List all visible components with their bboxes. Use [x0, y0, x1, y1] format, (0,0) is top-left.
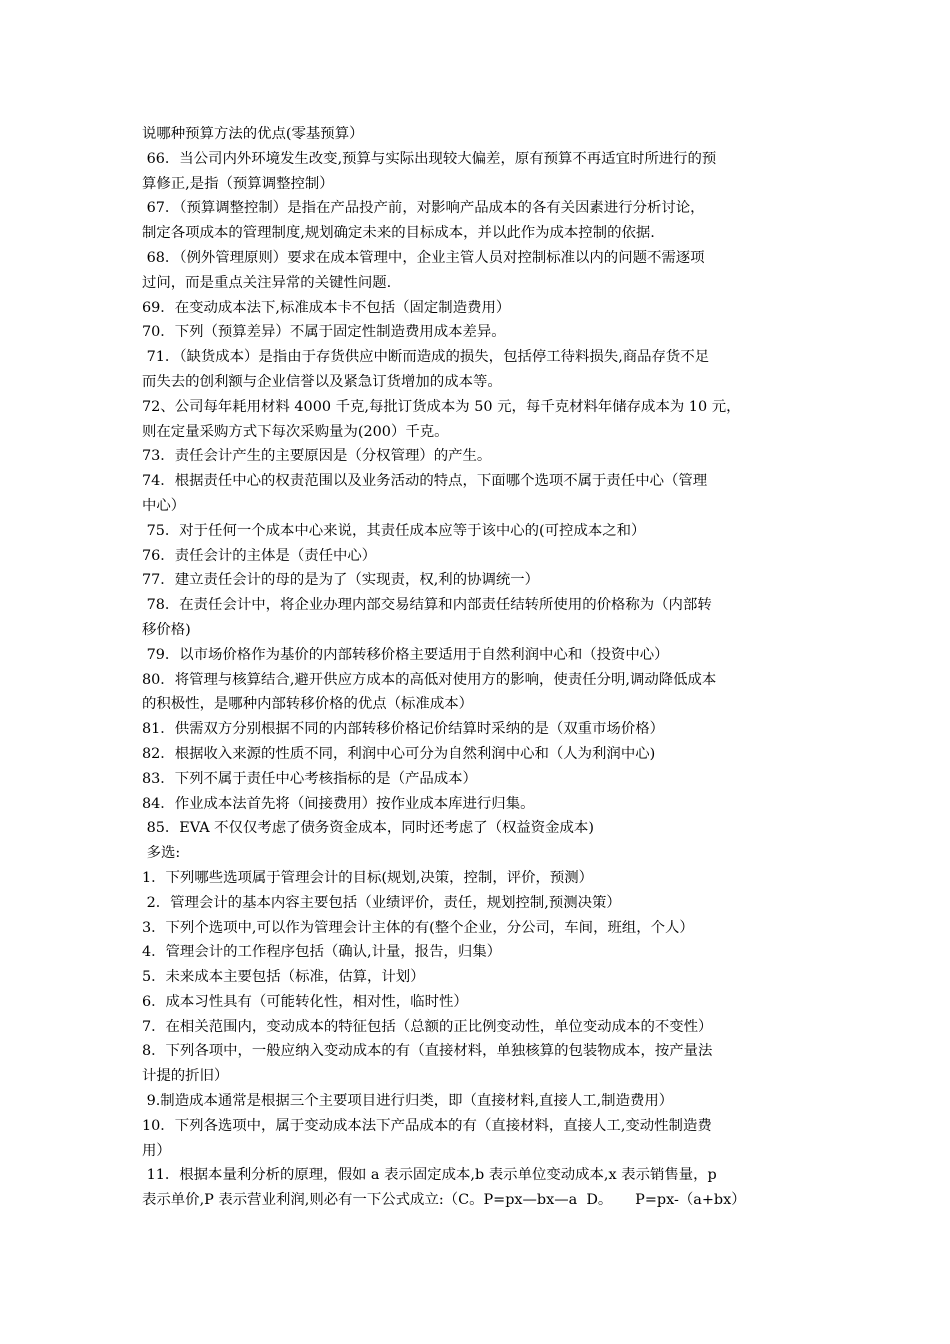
text-line: 68．（例外管理原则）要求在成本管理中，企业主管人员对控制标准以内的问题不需逐项	[142, 249, 705, 266]
text-line: 表示单价,P 表示营业利润,则必有一下公式成立:（C。P=px—bx—a D。 P=px-（a+bx）	[142, 1192, 746, 1209]
text-line: 6．成本习性具有（可能转化性，相对性，临时性）	[142, 993, 468, 1010]
text-line: 而失去的创利额与企业信誉以及紧急订货增加的成本等。	[142, 373, 502, 390]
text-line: 过问，而是重点关注异常的关键性问题.	[142, 274, 392, 291]
text-line: 71．（缺货成本）是指由于存货供应中断而造成的损失，包括停工待料损失,商品存货不足	[142, 349, 710, 366]
text-line: 84．作业成本法首先将（间接费用）按作业成本库进行归集。	[142, 795, 535, 812]
text-line: 制定各项成本的管理制度,规划确定未来的目标成本，并以此作为成本控制的依据.	[142, 225, 655, 242]
text-line: 72、公司每年耗用材料 4000 千克,每批订货成本为 50 元，每千克材料年储存成本为 10 元，	[142, 398, 741, 415]
text-line: 70．下列（预算差异）不属于固定性制造费用成本差异。	[142, 324, 506, 341]
text-line: 则在定量采购方式下每次采购量为(200）千克。	[142, 423, 449, 440]
text-line: 用）	[142, 1142, 171, 1159]
text-line: 73．责任会计产生的主要原因是（分权管理）的产生。	[142, 448, 492, 465]
text-line: 2．管理会计的基本内容主要包括（业绩评价，责任，规划控制,预测决策）	[142, 894, 621, 911]
text-line: 75．对于任何一个成本中心来说，其责任成本应等于该中心的(可控成本之和）	[142, 522, 646, 539]
text-line: 7．在相关范围内，变动成本的特征包括（总额的正比例变动性，单位变动成本的不变性）	[142, 1018, 713, 1035]
text-line: 11．根据本量利分析的原理，假如 a 表示固定成本,b 表示单位变动成本,x 表示销售量，p	[142, 1167, 717, 1184]
text-line: 81．供需双方分别根据不同的内部转移价格记价结算时采纳的是（双重市场价格）	[142, 721, 664, 738]
text-line: 5．未来成本主要包括（标准，估算，计划）	[142, 969, 425, 986]
text-line: 8．下列各项中，一般应纳入变动成本的有（直接材料，单独核算的包装物成本，按产量法	[142, 1043, 713, 1060]
text-line: 79．以市场价格作为基价的内部转移价格主要适用于自然利润中心和（投资中心）	[142, 646, 669, 663]
text-line: 10．下列各选项中，属于变动成本法下产品成本的有（直接材料，直接人工,变动性制造费	[142, 1117, 712, 1134]
text-line: 82．根据收入来源的性质不同，利润中心可分为自然利润中心和（人为利润中心)	[142, 745, 656, 762]
text-line: 算修正,是指（预算调整控制）	[142, 175, 334, 192]
text-line: 78．在责任会计中，将企业办理内部交易结算和内部责任结转所使用的价格称为（内部转	[142, 597, 712, 614]
text-line: 中心）	[142, 497, 186, 514]
text-line: 1．下列哪些选项属于管理会计的目标(规划,决策，控制，评价，预测）	[142, 869, 594, 886]
text-line: 77．建立责任会计的母的是为了（实现责，权,利的协调统一）	[142, 572, 540, 589]
text-line: 69．在变动成本法下,标准成本卡不包括（固定制造费用）	[142, 299, 511, 316]
text-line: 3．下列个选项中,可以作为管理会计主体的有(整个企业，分公司，车间，班组，个人）	[142, 919, 694, 936]
text-line: 9.制造成本通常是根据三个主要项目进行归类，即（直接材料,直接人工,制造费用）	[142, 1093, 674, 1110]
text-line: 移价格)	[142, 621, 191, 638]
text-line: 多选:	[142, 845, 181, 862]
text-line: 85．EVA 不仅仅考虑了债务资金成本，同时还考虑了（权益资金成本)	[142, 820, 594, 837]
text-line: 80．将管理与核算结合,避开供应方成本的高低对使用方的影响，使责任分明,调动降低成本	[142, 671, 717, 688]
text-line: 66．当公司内外环境发生改变,预算与实际出现较大偏差，原有预算不再适宜时所进行的预	[142, 150, 717, 167]
text-line: 83．下列不属于责任中心考核指标的是（产品成本）	[142, 770, 477, 787]
text-line: 计提的折旧）	[142, 1068, 229, 1085]
text-line: 4．管理会计的工作程序包括（确认,计量，报告，归集）	[142, 944, 502, 961]
text-line: 的积极性，是哪种内部转移价格的优点（标准成本）	[142, 696, 473, 713]
text-line: 74．根据责任中心的权责范围以及业务活动的特点，下面哪个选项不属于责任中心（管理	[142, 473, 708, 490]
text-line: 67．（预算调整控制）是指在产品投产前，对影响产品成本的各有关因素进行分析讨论，	[142, 200, 705, 217]
text-line: 说哪种预算方法的优点(零基预算）	[142, 126, 364, 142]
document-page	[142, 122, 812, 1213]
text-line: 76．责任会计的主体是（责任中心）	[142, 547, 377, 564]
